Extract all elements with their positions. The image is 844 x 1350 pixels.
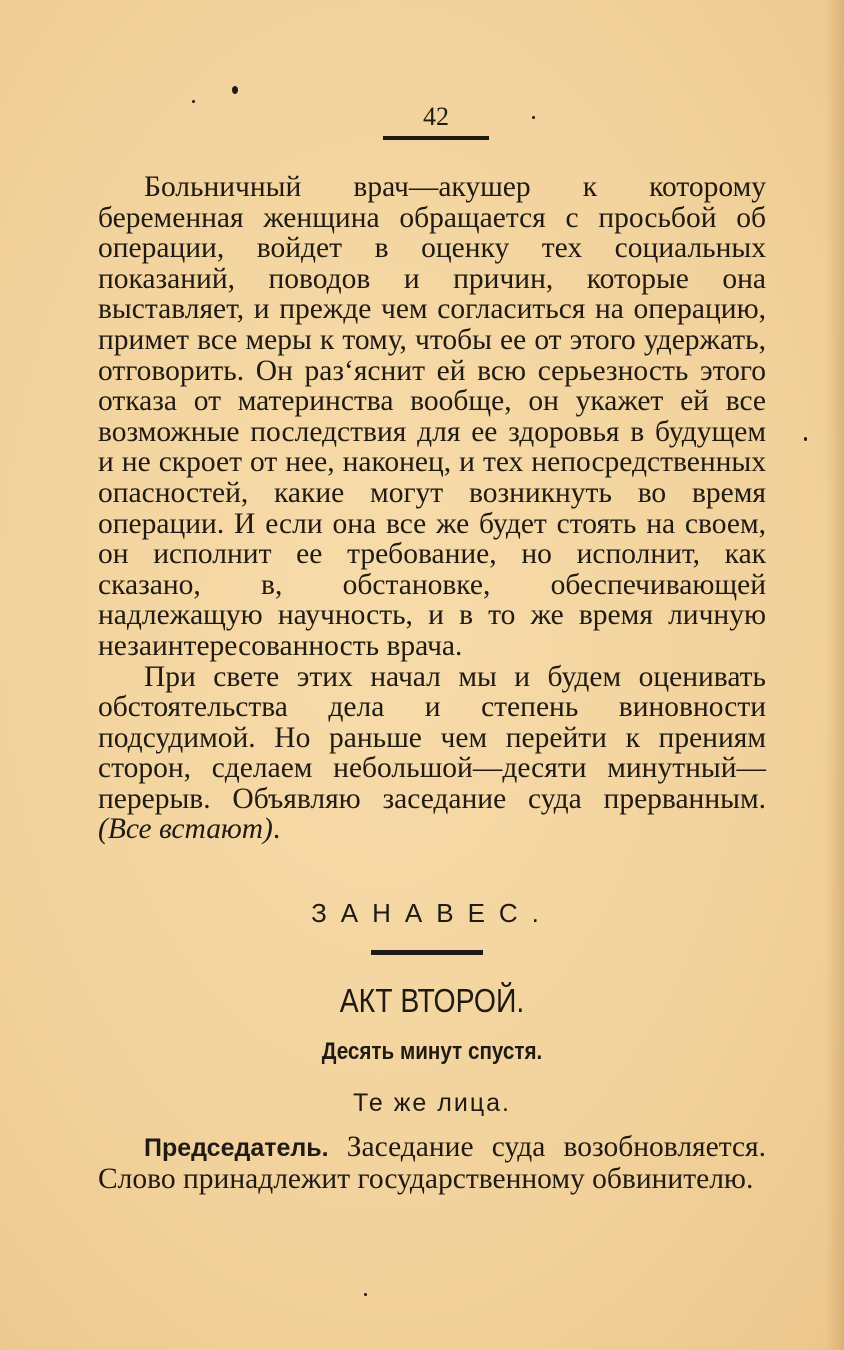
speaker-name: Председатель. [144,1134,329,1162]
page-number: 42 [423,102,449,131]
ink-speck [364,1293,367,1296]
ink-speck [532,116,535,119]
section-divider [371,950,483,955]
paragraph-2-text: При свете этих начал мы и будем оценивать обстоятельства дела и степень виновности подсудимой. Но раньше чем перейти к прениям сторон, сделаем небольшой—десяти минутный—перерыв. Объявляю заседание суда прерванным. [98,660,766,815]
page-number-rule [383,136,489,140]
curtain-heading: ЗАНАВЕС. [311,898,553,928]
act-title: АКТ ВТОРОЙ. [339,982,525,1019]
act-subtitle: Десять минут спустя. [321,1038,543,1065]
ink-speck [804,437,807,441]
main-text-block [98,172,766,845]
paragraph-2 [98,662,766,846]
stage-direction: (Все встают) [98,813,273,846]
page-edge-shadow [826,0,844,1350]
paragraph-2-end: . [272,813,281,846]
dialog-text: Заседание суда возобновляется. Слово принадлежит государственному обвинителю. [98,1131,766,1195]
ink-speck [192,100,195,103]
ink-speck [232,86,238,94]
paragraph-1: Больничный врач—акушер к которому беременная женщина обращается с просьбой об операции, войдет в оценку тех социальных показаний, поводов и причин, которые она выставляет, и прежде чем согласиться на операцию, примет все меры к тому, чтобы ее от этого удержать, отговорить. Он раз‘яснит ей всю серьезность этого отказа от материнства вообще, он укажет ей все возможные последствия для ее здоровья в будущем и не скроет от нее, наконец, и тех непосредственных опасностей, какие могут возникнуть во время операции. И если она все же будет стоять на своем, он исполнит ее требование, но исполнит, как сказано, в, обстановке, обеспечивающей надлежащую научность, и в то же время личную незаинтересованность врача. [98,171,766,662]
act-persons: Те же лица. [352,1089,511,1117]
dialog-line [98,1132,766,1194]
